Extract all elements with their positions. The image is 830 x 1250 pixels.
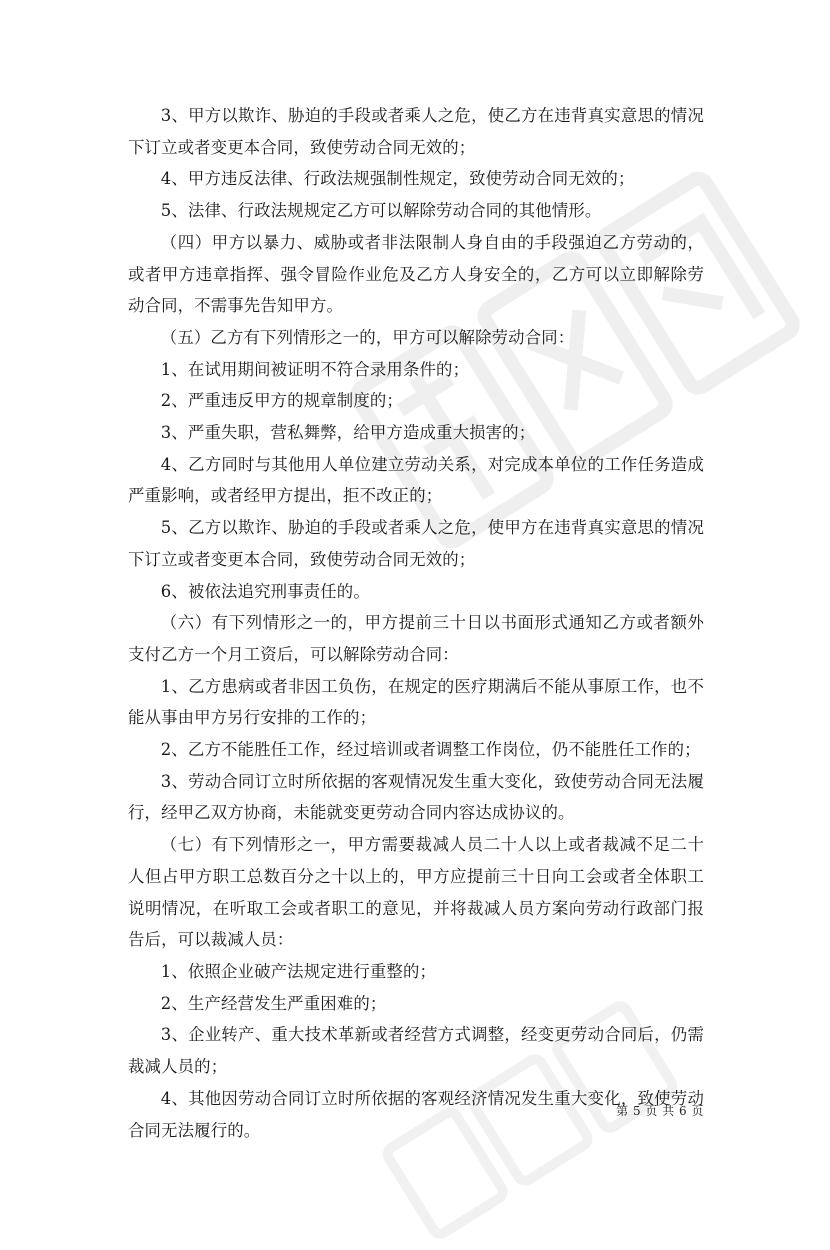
paragraph: 2、生产经营发生严重困难的； bbox=[160, 993, 387, 1013]
paragraph: 1、在试用期间被证明不符合录用条件的； bbox=[160, 359, 470, 379]
paragraph: （五）乙方有下列情形之一的，甲方可以解除劳动合同： bbox=[160, 327, 575, 347]
paragraph: 6、被依法追究刑事责任的。 bbox=[160, 581, 370, 601]
paragraph: （七）有下列情形之一，甲方需要裁减人员二十人以上或者裁减不足二十人但占甲方职工总数百分之十以上的，甲方应提前三十日向工会或者全体职工说明情况，在听取工会或者职工的意见，并将裁减人员方案向劳动行政部门报告后，可以裁减人员： bbox=[128, 835, 704, 950]
paragraph: 2、严重违反甲方的规章制度的； bbox=[160, 391, 403, 411]
paragraph: （四）甲方以暴力、威胁或者非法限制人身自由的手段强迫乙方劳动的，或者甲方违章指挥、强令冒险作业危及乙方人身安全的，乙方可以立即解除劳动合同，不需事先告知甲方。 bbox=[128, 232, 704, 316]
paragraph: 2、乙方不能胜任工作，经过培训或者调整工作岗位，仍不能胜任工作的； bbox=[160, 740, 701, 760]
paragraph: 4、甲方违反法律、行政法规强制性规定，致使劳动合同无效的； bbox=[160, 169, 635, 189]
page-number: 第 5 页 共 6 页 bbox=[616, 1104, 704, 1118]
paragraph: 1、乙方患病或者非因工负伤，在规定的医疗期满后不能从事原工作，也不能从事由甲方另行安排的工作的； bbox=[128, 676, 704, 728]
paragraph: 3、严重失职，营私舞弊，给甲方造成重大损害的； bbox=[160, 423, 536, 443]
paragraph: 3、劳动合同订立时所依据的客观情况发生重大变化，致使劳动合同无法履行，经甲乙双方协商，未能就变更劳动合同内容达成协议的。 bbox=[128, 771, 704, 823]
paragraph: （六）有下列情形之一的，甲方提前三十日以书面形式通知乙方或者额外支付乙方一个月工资后，可以解除劳动合同： bbox=[128, 613, 704, 664]
paragraph: 3、甲方以欺诈、胁迫的手段或者乘人之危，使乙方在违背真实意思的情况下订立或者变更本合同，致使劳动合同无效的； bbox=[128, 106, 704, 157]
paragraph: 1、依照企业破产法规定进行重整的； bbox=[160, 961, 437, 981]
paragraph: 4、乙方同时与其他用人单位建立劳动关系，对完成本单位的工作任务造成严重影响，或者经甲方提出，拒不改正的； bbox=[128, 454, 704, 506]
document-body bbox=[128, 100, 704, 1146]
paragraph: 3、企业转产、重大技术革新或者经营方式调整，经变更劳动合同后，仍需裁减人员的； bbox=[128, 1025, 704, 1077]
paragraph: 5、乙方以欺诈、胁迫的手段或者乘人之危，使甲方在违背真实意思的情况下订立或者变更本合同，致使劳动合同无效的； bbox=[128, 518, 704, 569]
paragraph: 4、其他因劳动合同订立时所依据的客观经济情况发生重大变化，致使劳动合同无法履行的。 bbox=[128, 1088, 704, 1140]
paragraph: 5、法律、行政法规规定乙方可以解除劳动合同的其他情形。 bbox=[160, 201, 602, 221]
